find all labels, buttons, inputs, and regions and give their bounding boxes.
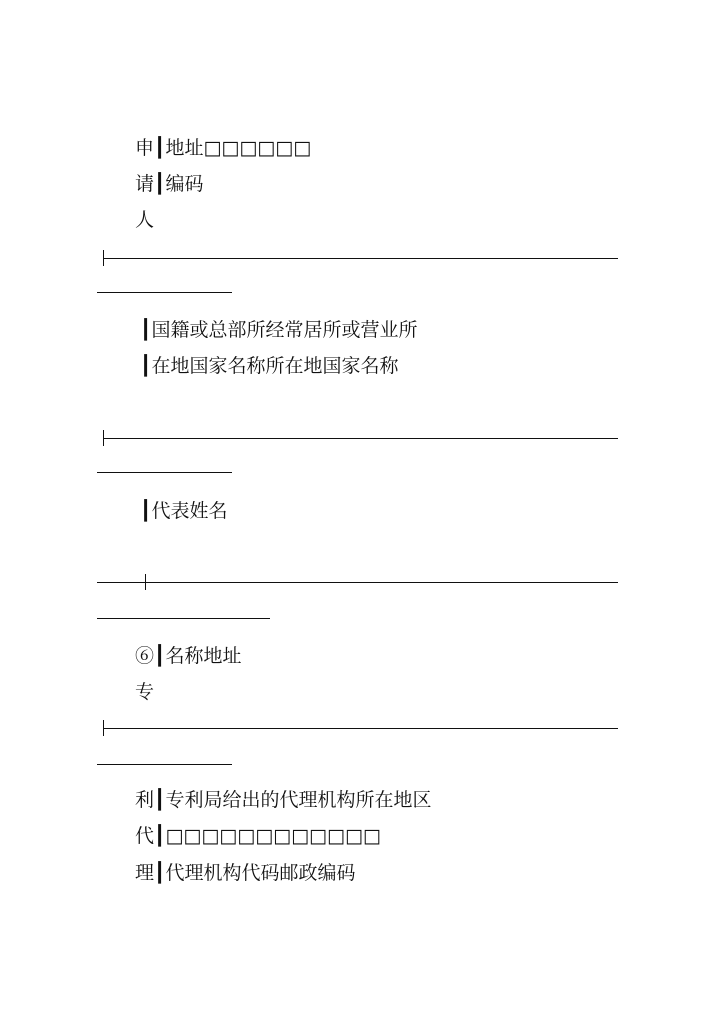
- rule-line: [97, 618, 270, 619]
- rule-cross: [145, 574, 146, 590]
- rule-line: [97, 582, 618, 583]
- rule-line: [97, 292, 232, 293]
- agency-name-address-row: ⑥┃名称地址: [135, 645, 242, 667]
- applicant-address-row: 申┃地址□□□□□□: [135, 137, 312, 159]
- country-name-row: ┃在地国家名称所在地国家名称: [140, 355, 399, 377]
- applicant-label-row: 人: [135, 209, 155, 231]
- rule-line: [97, 472, 232, 473]
- rule-line: [97, 764, 232, 765]
- rule-line: [103, 728, 618, 729]
- agency-region-row: 利┃专利局给出的代理机构所在地区: [135, 789, 432, 811]
- rule-line: [103, 258, 618, 259]
- applicant-code-row: 请┃编码: [135, 173, 204, 195]
- agency-code-boxes-row: 代┃□□□□□□□□□□□□: [135, 825, 381, 847]
- agency-code-postal-row: 理┃代理机构代码邮政编码: [135, 862, 356, 884]
- representative-name-row: ┃代表姓名: [140, 500, 228, 522]
- agency-label-row-1: 专: [135, 681, 155, 703]
- nationality-row: ┃国籍或总部所经常居所或营业所: [140, 319, 418, 341]
- rule-line: [103, 438, 618, 439]
